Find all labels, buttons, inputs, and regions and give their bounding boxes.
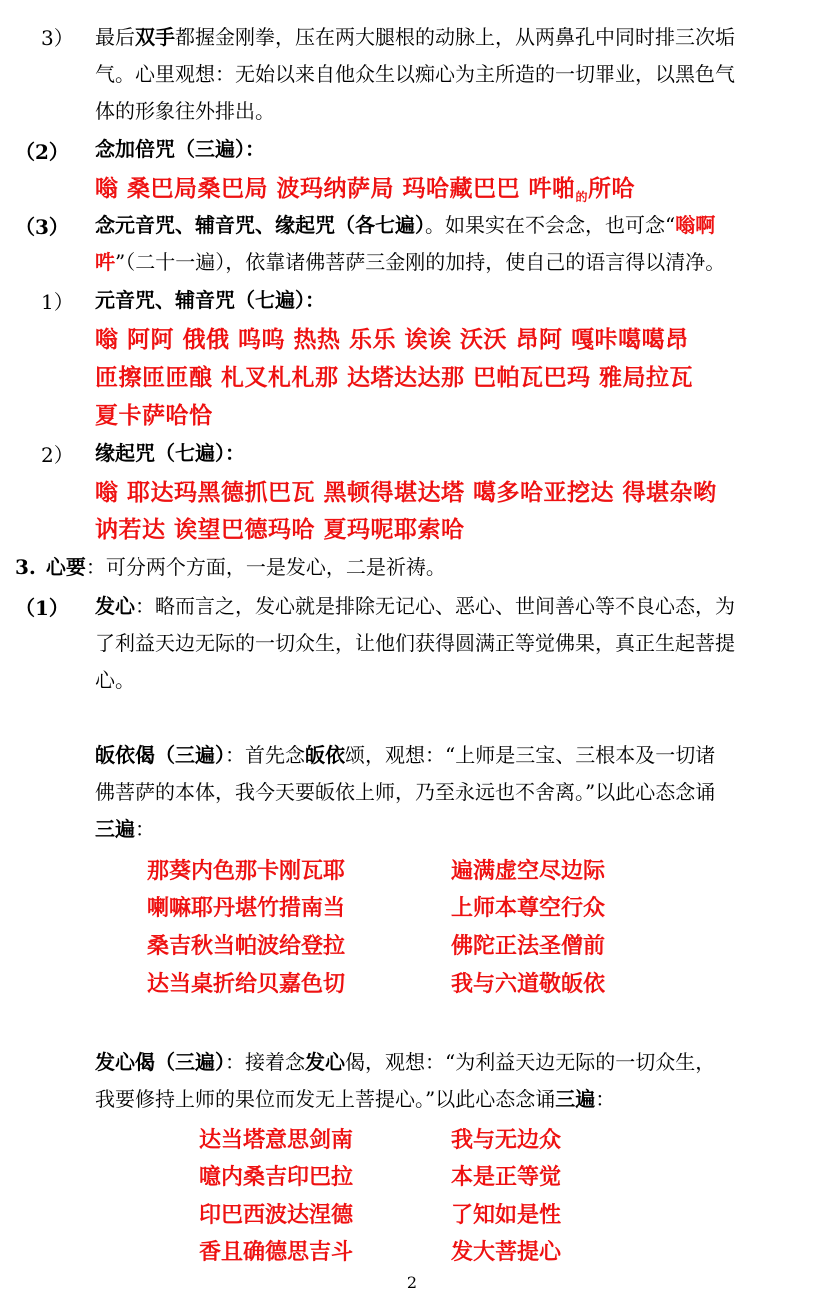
- bodhicitta-line3: 心。: [95, 668, 135, 692]
- dependent-mantra-line1: 嗡 耶达玛黑德抓巴瓦 黑顿得堪达塔 噶多哈亚挖达 得堪杂哟: [95, 479, 717, 506]
- refuge-line3: 三遍：: [95, 817, 155, 841]
- bodhicitta-line1: 发心：略而言之，发心就是排除无记心、恶心、世间善心等不良心态，为: [95, 594, 735, 618]
- dependent-number: 2）: [41, 443, 74, 467]
- vowel-mantra-line1: 嗡 阿阿 俄俄 呜呜 热热 乐乐 诶诶 沃沃 昂阿 嘎咔噶噶昂: [95, 326, 689, 353]
- vowel-mantra-line2: 匝擦匝匝酿 札叉札札那 达塔达达那 巴帕瓦巴玛 雅局拉瓦: [95, 364, 694, 391]
- refuge-verse-left: 喇嘛耶丹堪竹措南当: [147, 895, 346, 921]
- refuge-verse-right: 佛陀正法圣僧前: [451, 933, 606, 959]
- aspiration-verse-left: 香且确德思吉斗: [199, 1239, 354, 1265]
- refuge-verse-left: 达当桌折给贝嘉色切: [147, 971, 346, 997]
- vowel-number: 1）: [41, 290, 74, 314]
- aspiration-verse-left: 印巴西波达涅德: [199, 1202, 354, 1228]
- section-3-line1: 念元音咒、辅音咒、缘起咒（各七遍）。如果实在不会念，也可念“嗡啊: [95, 213, 716, 237]
- item-number: 3）: [41, 26, 74, 50]
- section-3-number: （3）: [15, 215, 69, 239]
- item3-line3: 体的形象往外排出。: [95, 99, 275, 123]
- refuge-line1: 皈依偈（三遍）：首先念皈依颂，观想：“上师是三宝、三根本及一切诸: [95, 743, 716, 767]
- refuge-verse-right: 我与六道敬皈依: [451, 971, 606, 997]
- item3-line1: 最后双手都握金刚拳，压在两大腿根的动脉上，从两鼻孔中同时排三次垢: [95, 25, 735, 49]
- section-2-number: （2）: [15, 140, 69, 164]
- aspiration-line2: 我要修持上师的果位而发无上菩提心。”以此心态念诵三遍：: [95, 1087, 616, 1111]
- aspiration-verse-left: 噫内桑吉印巴拉: [199, 1164, 354, 1190]
- aspiration-verse-left: 达当塔意思剑南: [199, 1127, 354, 1153]
- dependent-title: 缘起咒（七遍）：: [95, 441, 245, 465]
- refuge-verse-right: 遍满虚空尽边际: [451, 858, 606, 884]
- refuge-verse-left: 桑吉秋当帕波给登拉: [147, 933, 346, 959]
- refuge-verse-right: 上师本尊空行众: [451, 895, 606, 921]
- bodhicitta-number: （1）: [15, 596, 69, 620]
- aspiration-verse-right: 我与无边众: [451, 1127, 562, 1153]
- aspiration-verse-right: 了知如是性: [451, 1202, 562, 1228]
- aspiration-verse-right: 本是正等觉: [451, 1164, 562, 1190]
- vowel-title: 元音咒、辅音咒（七遍）：: [95, 288, 325, 312]
- section-heart-essence: 3. 心要：可分两个方面，一是发心，二是祈祷。: [15, 555, 446, 579]
- vowel-mantra-line3: 夏卡萨哈恰: [95, 402, 213, 429]
- refuge-line2: 佛菩萨的本体，我今天要皈依上师，乃至永远也不舍离。”以此心态念诵: [95, 780, 716, 804]
- aspiration-verse-right: 发大菩提心: [451, 1239, 562, 1265]
- page-number: 2: [406, 1273, 418, 1292]
- item3-line2: 气。心里观想：无始以来自他众生以痴心为主所造的一切罪业，以黑色气: [95, 62, 735, 86]
- section-3-line2: 吽”（二十一遍），依靠诸佛菩萨三金刚的加持，使自己的语言得以清净。: [95, 250, 726, 274]
- refuge-verse-left: 那葵内色那卡刚瓦耶: [147, 858, 346, 884]
- bodhicitta-line2: 了利益天边无际的一切众生，让他们获得圆满正等觉佛果，真正生起菩提: [95, 631, 735, 655]
- dependent-mantra-line2: 讷若达 诶望巴德玛哈 夏玛呢耶索哈: [95, 516, 465, 543]
- mantra-hundred-fold: 嗡 桑巴局桑巴局 波玛纳萨局 玛哈藏巴巴 吽啪$_的$所哈: [95, 175, 636, 204]
- section-2-title: 念加倍咒（三遍）：: [95, 137, 265, 161]
- aspiration-line1: 发心偈（三遍）：接着念发心偈，观想：“为利益天边无际的一切众生，: [95, 1050, 716, 1074]
